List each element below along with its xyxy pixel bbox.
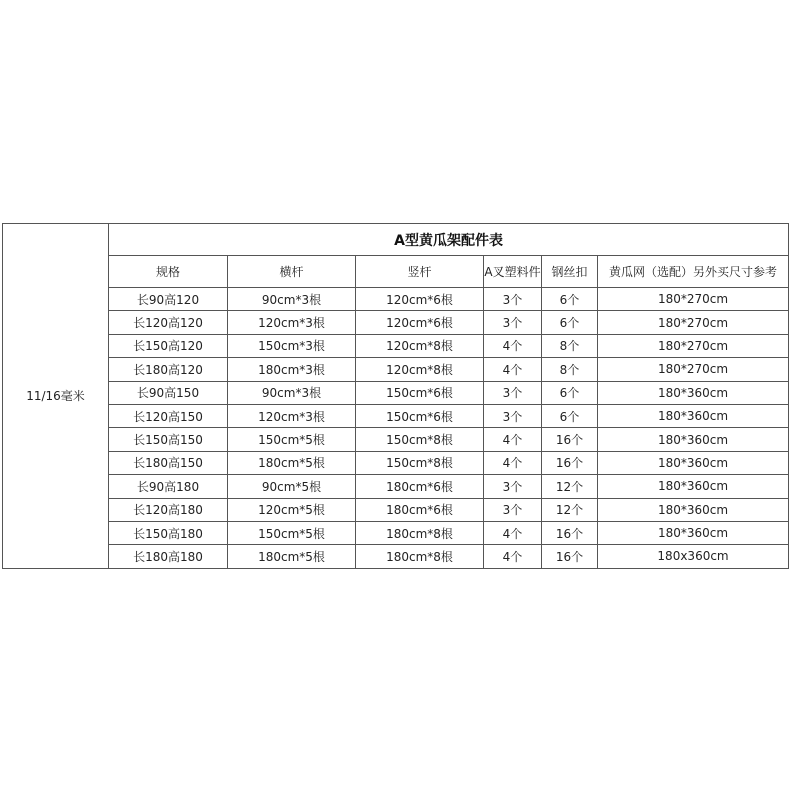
crossbar-cell: 180cm*5根	[228, 545, 356, 568]
crossbar-cell: 150cm*3根	[228, 334, 356, 357]
net-size-cell: 180*360cm	[598, 451, 789, 474]
vertical-bar-cell: 150cm*8根	[356, 451, 484, 474]
crossbar-cell: 180cm*3根	[228, 358, 356, 381]
a-fork-cell: 4个	[484, 358, 542, 381]
wire-clip-cell: 12个	[542, 498, 598, 521]
spec-cell: 长120高120	[109, 311, 228, 334]
net-size-cell: 180*270cm	[598, 311, 789, 334]
vertical-bar-cell: 150cm*6根	[356, 404, 484, 427]
spec-cell: 长180高150	[109, 451, 228, 474]
crossbar-cell: 90cm*5根	[228, 475, 356, 498]
wire-clip-cell: 16个	[542, 451, 598, 474]
crossbar-cell: 150cm*5根	[228, 521, 356, 544]
vertical-bar-cell: 180cm*8根	[356, 545, 484, 568]
size-label: 11/16毫米	[3, 224, 109, 569]
vertical-bar-cell: 120cm*8根	[356, 334, 484, 357]
vertical-bar-cell: 180cm*6根	[356, 475, 484, 498]
a-fork-cell: 4个	[484, 521, 542, 544]
title-row	[3, 224, 789, 256]
table-row	[3, 358, 789, 381]
wire-clip-cell: 6个	[542, 404, 598, 427]
a-fork-cell: 3个	[484, 381, 542, 404]
a-fork-cell: 4个	[484, 545, 542, 568]
crossbar-cell: 120cm*3根	[228, 404, 356, 427]
a-fork-cell: 3个	[484, 311, 542, 334]
wire-clip-cell: 6个	[542, 288, 598, 311]
net-size-cell: 180*360cm	[598, 428, 789, 451]
header-vertical-bar: 竖杆	[356, 256, 484, 288]
table-row	[3, 381, 789, 404]
a-fork-cell: 3个	[484, 475, 542, 498]
header-net-size: 黄瓜网（选配）另外买尺寸参考	[598, 256, 789, 288]
a-fork-cell: 4个	[484, 334, 542, 357]
table-row	[3, 498, 789, 521]
net-size-cell: 180*360cm	[598, 475, 789, 498]
net-size-cell: 180*360cm	[598, 498, 789, 521]
vertical-bar-cell: 180cm*6根	[356, 498, 484, 521]
wire-clip-cell: 16个	[542, 545, 598, 568]
table-row	[3, 428, 789, 451]
table-row	[3, 521, 789, 544]
crossbar-cell: 120cm*3根	[228, 311, 356, 334]
header-a-fork-plastic: A叉塑料件	[484, 256, 542, 288]
vertical-bar-cell: 180cm*8根	[356, 521, 484, 544]
wire-clip-cell: 6个	[542, 381, 598, 404]
net-size-cell: 180*270cm	[598, 358, 789, 381]
net-size-cell: 180*360cm	[598, 381, 789, 404]
a-fork-cell: 3个	[484, 288, 542, 311]
spec-cell: 长150高150	[109, 428, 228, 451]
net-size-cell: 180x360cm	[598, 545, 789, 568]
header-wire-clip: 钢丝扣	[542, 256, 598, 288]
net-size-cell: 180*270cm	[598, 288, 789, 311]
spec-cell: 长120高180	[109, 498, 228, 521]
wire-clip-cell: 16个	[542, 521, 598, 544]
vertical-bar-cell: 150cm*8根	[356, 428, 484, 451]
a-fork-cell: 4个	[484, 451, 542, 474]
wire-clip-cell: 6个	[542, 311, 598, 334]
header-spec: 规格	[109, 256, 228, 288]
crossbar-cell: 180cm*5根	[228, 451, 356, 474]
table-row	[3, 451, 789, 474]
a-fork-cell: 3个	[484, 498, 542, 521]
spec-cell: 长150高120	[109, 334, 228, 357]
table-row	[3, 545, 789, 568]
crossbar-cell: 150cm*5根	[228, 428, 356, 451]
table-row	[3, 334, 789, 357]
spec-cell: 长90高150	[109, 381, 228, 404]
a-fork-cell: 4个	[484, 428, 542, 451]
header-row	[3, 256, 789, 288]
a-fork-cell: 3个	[484, 404, 542, 427]
spec-cell: 长150高180	[109, 521, 228, 544]
spec-cell: 长180高180	[109, 545, 228, 568]
wire-clip-cell: 12个	[542, 475, 598, 498]
table-title: A型黄瓜架配件表	[109, 224, 789, 256]
vertical-bar-cell: 150cm*6根	[356, 381, 484, 404]
spec-cell: 长120高150	[109, 404, 228, 427]
table-row	[3, 404, 789, 427]
vertical-bar-cell: 120cm*8根	[356, 358, 484, 381]
spec-cell: 长90高180	[109, 475, 228, 498]
wire-clip-cell: 8个	[542, 358, 598, 381]
table-row	[3, 288, 789, 311]
net-size-cell: 180*270cm	[598, 334, 789, 357]
net-size-cell: 180*360cm	[598, 404, 789, 427]
table-row	[3, 475, 789, 498]
wire-clip-cell: 8个	[542, 334, 598, 357]
spec-cell: 长180高120	[109, 358, 228, 381]
vertical-bar-cell: 120cm*6根	[356, 311, 484, 334]
crossbar-cell: 90cm*3根	[228, 288, 356, 311]
table-row	[3, 311, 789, 334]
spec-cell: 长90高120	[109, 288, 228, 311]
accessory-table	[2, 223, 789, 569]
crossbar-cell: 90cm*3根	[228, 381, 356, 404]
vertical-bar-cell: 120cm*6根	[356, 288, 484, 311]
net-size-cell: 180*360cm	[598, 521, 789, 544]
wire-clip-cell: 16个	[542, 428, 598, 451]
crossbar-cell: 120cm*5根	[228, 498, 356, 521]
header-crossbar: 横杆	[228, 256, 356, 288]
